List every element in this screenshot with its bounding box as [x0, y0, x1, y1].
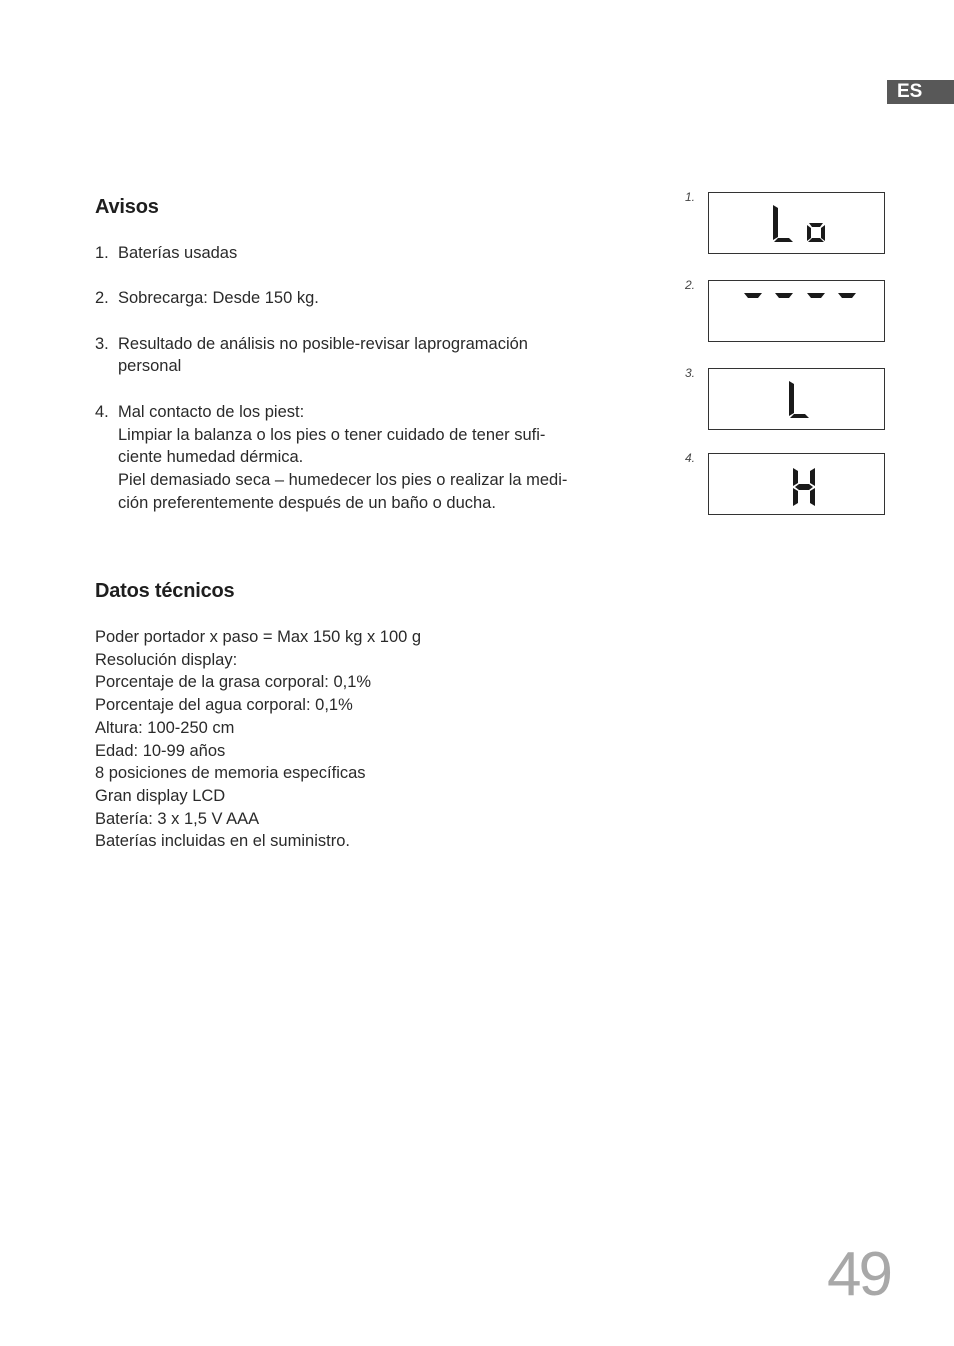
warning-text: Resultado de análisis no posible-revisar laprogramación: [118, 334, 528, 353]
warning-number: 1.: [95, 244, 109, 262]
avisos-heading: Avisos: [95, 196, 159, 218]
warning-text: ción preferentemente después de un baño o ducha.: [118, 493, 496, 512]
lcd-dashes-icon: [709, 281, 886, 343]
spec-line: Porcentaje de la grasa corporal: 0,1%: [95, 673, 372, 692]
spec-line: Poder portador x paso = Max 150 kg x 100 g: [95, 628, 422, 646]
spec-line: Porcentaje del agua corporal: 0,1%: [95, 696, 353, 715]
lcd-h-icon: [709, 454, 886, 516]
warning-text: personal: [118, 357, 182, 376]
spec-line: Baterías incluidas en el suministro.: [95, 832, 350, 851]
lcd-display-dashes: [708, 280, 885, 342]
spec-line: Batería: 3 x 1,5 V AAA: [95, 809, 260, 828]
warning-text: Piel demasiado seca – humedecer los pies o realizar la medi-: [118, 470, 568, 489]
warning-item-4: [95, 401, 615, 515]
display-label-3: 3.: [685, 366, 696, 380]
spec-line: 8 posiciones de memoria específicas: [95, 764, 366, 783]
display-label-2: 2.: [685, 278, 696, 292]
warning-text: Mal contacto de los piest:: [118, 402, 305, 421]
warning-text: ciente humedad dérmica.: [118, 448, 304, 467]
datos-tecnicos-heading: Datos técnicos: [95, 580, 235, 602]
warning-text: Sobrecarga: Desde 150 kg.: [118, 289, 319, 308]
warning-text: Baterías usadas: [118, 244, 238, 262]
spec-line: Resolución display:: [95, 650, 238, 669]
warnings-list: [95, 242, 615, 537]
lcd-l-icon: [709, 369, 886, 431]
spec-line: Gran display LCD: [95, 786, 226, 805]
display-label-1: 1.: [685, 190, 696, 204]
display-label-4: 4.: [685, 451, 696, 465]
warning-number: 3.: [95, 334, 109, 353]
lcd-display-h: [708, 453, 885, 515]
lcd-display-l: [708, 368, 885, 430]
language-tab: ES: [887, 80, 954, 104]
lcd-display-lo: [708, 192, 885, 254]
specs-list: [95, 626, 615, 853]
lcd-lo-icon: [709, 193, 886, 255]
page-number: 49: [827, 1240, 890, 1309]
warning-item-3: [95, 333, 615, 378]
spec-line: Altura: 100-250 cm: [95, 718, 235, 737]
warning-number: 4.: [95, 402, 109, 421]
warning-text: Limpiar la balanza o los pies o tener cuidado de tener sufi-: [118, 425, 546, 444]
warning-number: 2.: [95, 289, 109, 308]
warning-item-1: [95, 242, 615, 265]
spec-line: Edad: 10-99 años: [95, 741, 226, 760]
warning-item-2: [95, 287, 615, 310]
